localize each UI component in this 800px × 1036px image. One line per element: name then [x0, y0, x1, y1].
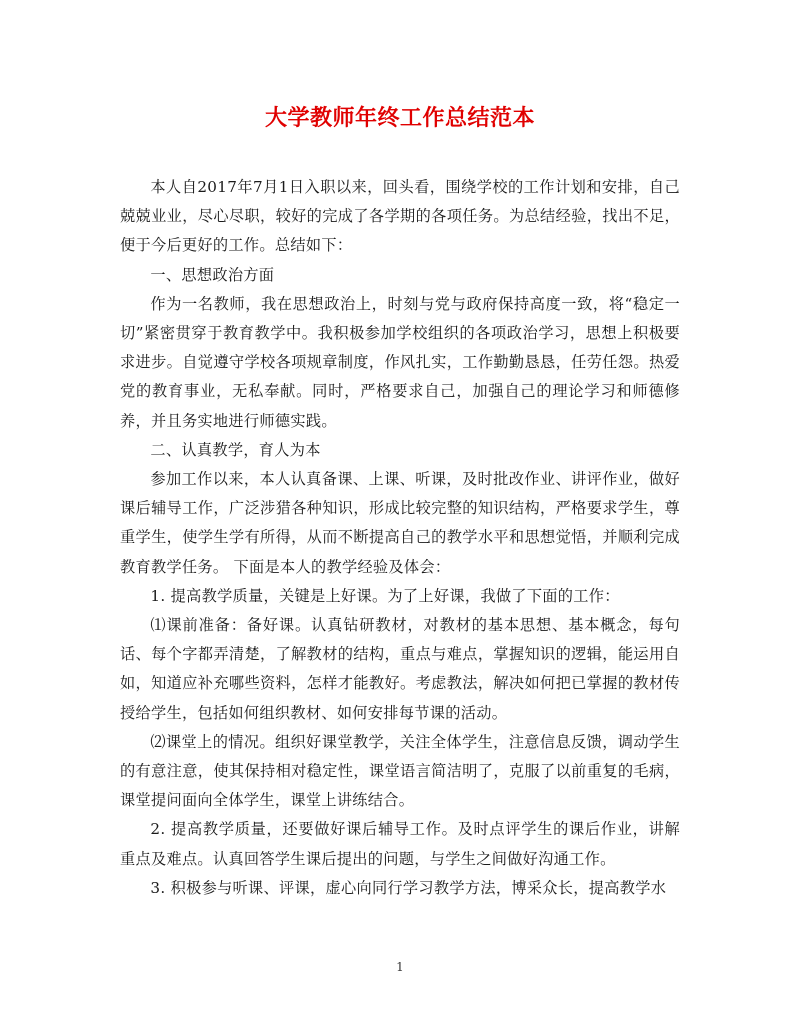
- document-title: 大学教师年终工作总结范本: [264, 105, 535, 131]
- paragraph-politics: 作为一名教师，我在思想政治上，时刻与党与政府保持高度一致，将“稳定一切”紧密贯穿于教育教学中。我积极参加学校组织的各项政治学习，思想上积极要求进步。自觉遵守学校各项规章制度，作风扎实，工作勤勤恳恳，任劳任怨。热爱党的教育事业，无私奉献。同时，严格要求自己，加强自己的理论学习和师德修养，并且务实地进行师德实践。: [120, 294, 680, 430]
- paragraph-intro: 本人自2017年7月1日入职以来，回头看，围绕学校的工作计划和安排，自己兢兢业业，尽心尽职，较好的完成了各学期的各项任务。为总结经验，找出不足，便于今后更好的工作。总结如下：: [120, 178, 680, 255]
- section-heading-politics: 一、思想政治方面: [150, 265, 275, 284]
- paragraph-point-2: 2. 提高教学质量，还要做好课后辅导工作。及时点评学生的课后作业，讲解重点及难点。认真回答学生课后提出的问题，与学生之间做好沟通工作。: [120, 820, 680, 868]
- page-number: 1: [396, 960, 404, 974]
- document-body: [120, 173, 680, 903]
- paragraph-teaching: 参加工作以来，本人认真备课、上课、听课，及时批改作业、讲评作业，做好课后辅导工作，广泛涉猎各种知识，形成比较完整的知识结构，严格要求学生，尊重学生，使学生学有所得，从而不断提高自己的教学水平和思想觉悟，并顺利完成教育教学任务。 下面是本人的教学经验及体会：: [120, 470, 680, 576]
- paragraph-point-1-a: ⑴课前准备：备好课。认真钻研教材，对教材的基本思想、基本概念，每句话、每个字都弄清楚，了解教材的结构，重点与难点，掌握知识的逻辑，能运用自如，知道应补充哪些资料，怎样才能教好。考虑教法，解决如何把已掌握的教材传授给学生，包括如何组织教材、如何安排每节课的活动。: [120, 616, 680, 722]
- section-heading-teaching: 二、认真教学，育人为本: [150, 440, 321, 459]
- paragraph-point-3: 3. 积极参与听课、评课，虚心向同行学习教学方法，博采众长，提高教学水: [150, 878, 667, 897]
- paragraph-point-1-b: ⑵课堂上的情况。组织好课堂教学，关注全体学生，注意信息反馈，调动学生的有意注意，使其保持相对稳定性，课堂语言简洁明了，克服了以前重复的毛病，课堂提问面向全体学生，课堂上讲练结合。: [120, 732, 680, 810]
- paragraph-point-1: 1. 提高教学质量，关键是上好课。为了上好课，我做了下面的工作：: [150, 586, 620, 605]
